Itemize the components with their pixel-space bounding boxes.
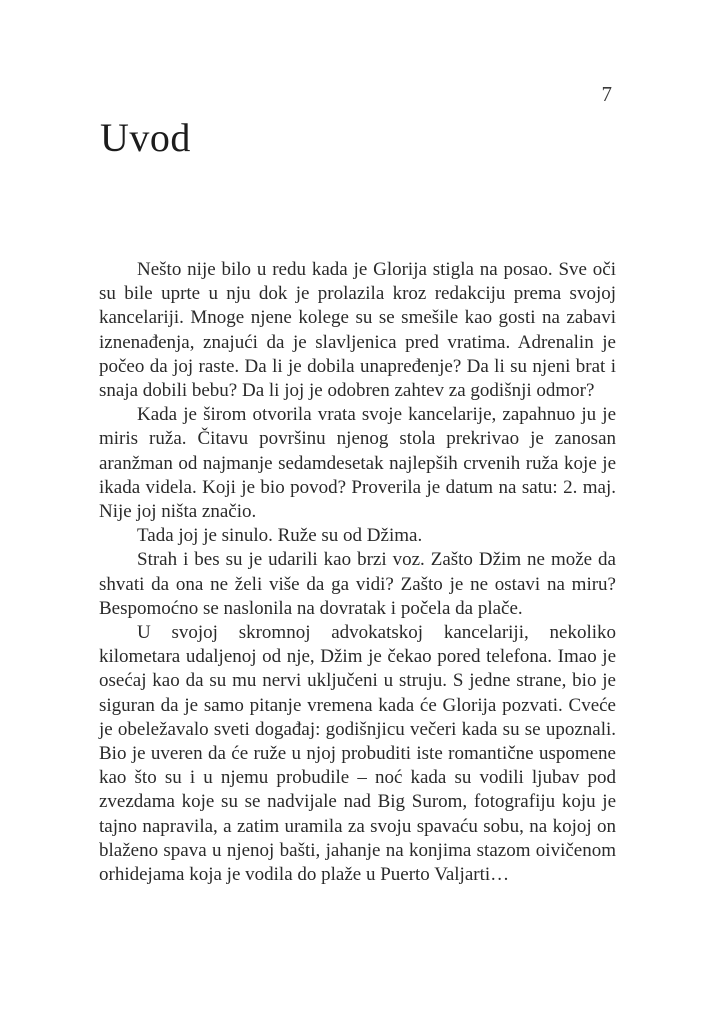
- chapter-title: Uvod: [100, 115, 191, 160]
- paragraph: U svojoj skromnoj advokatskoj kancelariji, nekoliko kilometara udaljenoj od nje, Džim je čekao pored telefona. Imao je osećaj kao da su mu nervi uključeni u struju. S jedne strane, bio je siguran da je samo pitanje vremena kada će Glorija pozvati. Cveće je obeležavalo sveti događaj: godišnjicu večeri kada su se upoznali. Bio je uveren da će ruže u njoj probuditi iste romantične uspomene kao što su i u njemu probudile – noć kada su vodili ljubav pod zvezdama koje su se nadvijale nad Big Surom, fotografiju koju je tajno napravila, a zatim uramila za svoju spavaću sobu, na kojoj on blaženo spava u njenoj bašti, jahanje na konjima stazom oivičenom orhidejama koja je vodila do plaže u Puerto Valjarti…: [99, 622, 616, 886]
- page-number: 7: [601, 82, 612, 106]
- paragraph: Tada joj je sinulo. Ruže su od Džima.: [137, 525, 423, 547]
- paragraph: Strah i bes su je udarili kao brzi voz. Zašto Džim ne može da shvati da ona ne želi više da ga vidi? Zašto je ne ostavi na miru? Bespomoćno se naslonila na dovratak i počela da plače.: [99, 549, 616, 619]
- paragraph: Nešto nije bilo u redu kada je Glorija stigla na posao. Sve oči su bile uprte u nju dok je prolazila kroz redakciju prema svojoj kancelariji. Mnoge njene kolege su se smešile kao gosti na zabavi iznenađenja, znajući da je slavljenica pred vratima. Adrenalin je počeo da joj raste. Da li je dobila unapređenje? Da li su njeni brat i snaja dobili bebu? Da li joj je odobren zahtev za godišnji odmor?: [99, 259, 616, 402]
- body-text: [99, 258, 616, 887]
- paragraph: Kada je širom otvorila vrata svoje kancelarije, zapahnuo ju je miris ruža. Čitavu površinu njenog stola prekrivao je zanosan aranžman od najmanje sedamdesetak najlepših crvenih ruža koje je ikada videla. Koji je bio povod? Proverila je datum na satu: 2. maj. Nije joj ništa značio.: [99, 404, 616, 523]
